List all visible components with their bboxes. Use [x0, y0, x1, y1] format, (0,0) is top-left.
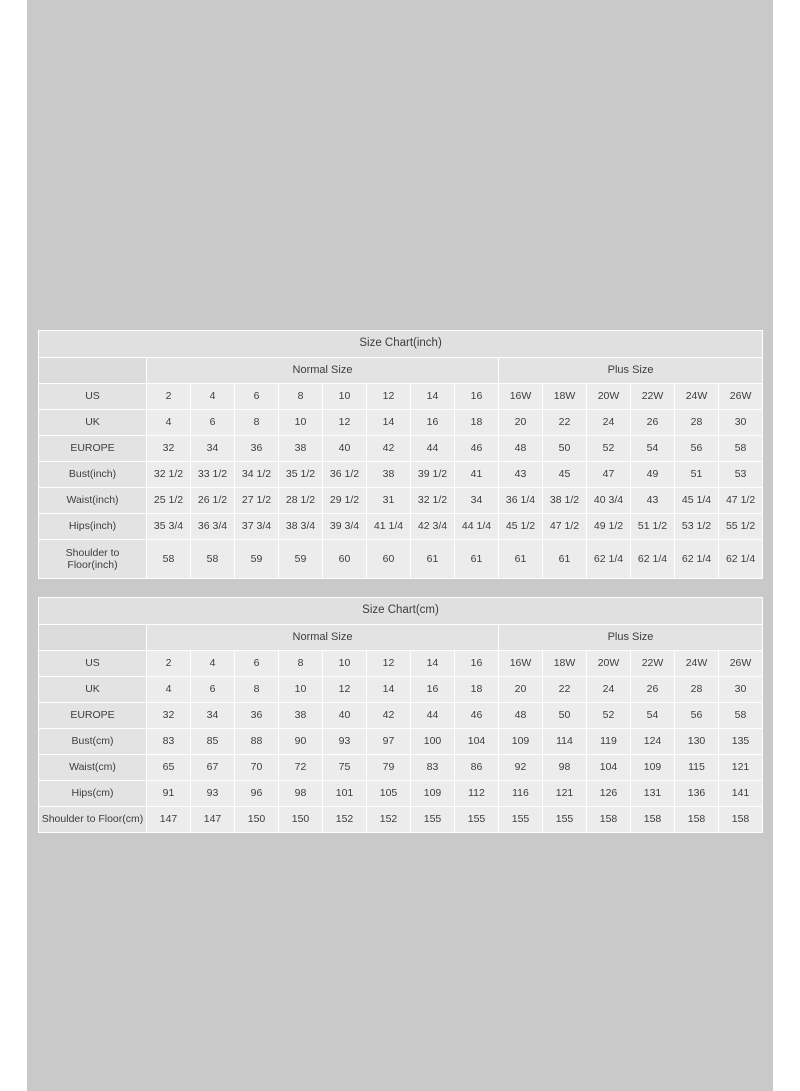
table-cell: 30	[719, 410, 763, 436]
table-cell: 28	[675, 410, 719, 436]
table-cell: 43	[499, 462, 543, 488]
table-cell: 58	[147, 540, 191, 579]
table-cell: 98	[543, 755, 587, 781]
table-cell: 51 1/2	[631, 514, 675, 540]
table-cell: 65	[147, 755, 191, 781]
table-cell: 34	[455, 488, 499, 514]
table-cell: 4	[191, 651, 235, 677]
table-cell: 86	[455, 755, 499, 781]
table-cell: 58	[719, 436, 763, 462]
table-cell: 158	[719, 807, 763, 833]
corner-cell	[39, 625, 147, 651]
table-cell: 116	[499, 781, 543, 807]
table-cell: 45 1/2	[499, 514, 543, 540]
table-cell: 22W	[631, 384, 675, 410]
table-row	[39, 703, 763, 729]
table-cell: 43	[631, 488, 675, 514]
table-cell: 40	[323, 436, 367, 462]
table-cell: 98	[279, 781, 323, 807]
table-cell: 38	[279, 436, 323, 462]
table-cell: 22	[543, 677, 587, 703]
chart-group-row	[39, 625, 763, 651]
table-cell: 42	[367, 703, 411, 729]
table-cell: 158	[631, 807, 675, 833]
table-cell: 155	[455, 807, 499, 833]
table-row	[39, 384, 763, 410]
table-row	[39, 729, 763, 755]
table-cell: 32	[147, 703, 191, 729]
table-cell: 44	[411, 436, 455, 462]
table-row	[39, 781, 763, 807]
table-cell: 35 1/2	[279, 462, 323, 488]
size-group-header: Plus Size	[499, 625, 763, 651]
table-cell: 53	[719, 462, 763, 488]
table-cell: 16W	[499, 651, 543, 677]
size-chart-table	[38, 597, 763, 833]
table-cell: 28	[675, 677, 719, 703]
table-cell: 44 1/4	[455, 514, 499, 540]
table-cell: 36	[235, 436, 279, 462]
row-header: EUROPE	[39, 703, 147, 729]
table-row	[39, 436, 763, 462]
table-cell: 45	[543, 462, 587, 488]
table-cell: 49 1/2	[587, 514, 631, 540]
table-cell: 26W	[719, 384, 763, 410]
table-cell: 58	[719, 703, 763, 729]
table-cell: 41 1/4	[367, 514, 411, 540]
table-cell: 36 3/4	[191, 514, 235, 540]
row-header: EUROPE	[39, 436, 147, 462]
size-chart-table	[38, 330, 763, 579]
table-cell: 42 3/4	[411, 514, 455, 540]
table-cell: 22W	[631, 651, 675, 677]
table-cell: 26 1/2	[191, 488, 235, 514]
table-cell: 121	[543, 781, 587, 807]
table-cell: 26	[631, 410, 675, 436]
table-cell: 52	[587, 703, 631, 729]
table-cell: 141	[719, 781, 763, 807]
table-cell: 150	[235, 807, 279, 833]
table-cell: 18W	[543, 651, 587, 677]
chart-title-row	[39, 331, 763, 358]
table-cell: 40	[323, 703, 367, 729]
table-cell: 61	[411, 540, 455, 579]
table-cell: 92	[499, 755, 543, 781]
table-cell: 101	[323, 781, 367, 807]
table-cell: 51	[675, 462, 719, 488]
table-cell: 31	[367, 488, 411, 514]
table-cell: 136	[675, 781, 719, 807]
table-cell: 16	[455, 651, 499, 677]
table-cell: 61	[455, 540, 499, 579]
table-cell: 41	[455, 462, 499, 488]
table-cell: 126	[587, 781, 631, 807]
row-header: Waist(inch)	[39, 488, 147, 514]
table-cell: 147	[147, 807, 191, 833]
table-cell: 16	[455, 384, 499, 410]
table-cell: 8	[279, 384, 323, 410]
corner-cell	[39, 358, 147, 384]
chart-group-row	[39, 358, 763, 384]
table-cell: 61	[543, 540, 587, 579]
table-cell: 6	[191, 677, 235, 703]
table-cell: 24W	[675, 651, 719, 677]
table-cell: 70	[235, 755, 279, 781]
chart-title-row	[39, 598, 763, 625]
table-cell: 20W	[587, 384, 631, 410]
table-cell: 46	[455, 436, 499, 462]
chart-title: Size Chart(inch)	[39, 331, 763, 358]
table-row	[39, 651, 763, 677]
table-cell: 12	[367, 384, 411, 410]
table-cell: 62 1/4	[719, 540, 763, 579]
table-cell: 40 3/4	[587, 488, 631, 514]
table-cell: 16W	[499, 384, 543, 410]
table-cell: 158	[587, 807, 631, 833]
table-cell: 109	[631, 755, 675, 781]
table-cell: 20	[499, 677, 543, 703]
table-cell: 2	[147, 651, 191, 677]
row-header: UK	[39, 677, 147, 703]
table-cell: 155	[411, 807, 455, 833]
table-cell: 121	[719, 755, 763, 781]
table-cell: 8	[235, 677, 279, 703]
row-header: UK	[39, 410, 147, 436]
table-cell: 14	[367, 677, 411, 703]
table-cell: 79	[367, 755, 411, 781]
table-cell: 72	[279, 755, 323, 781]
table-cell: 56	[675, 703, 719, 729]
table-cell: 155	[543, 807, 587, 833]
table-cell: 83	[411, 755, 455, 781]
table-cell: 12	[323, 410, 367, 436]
table-row	[39, 755, 763, 781]
row-header: Waist(cm)	[39, 755, 147, 781]
table-cell: 24W	[675, 384, 719, 410]
table-row	[39, 677, 763, 703]
chart-gap	[38, 579, 762, 597]
table-cell: 54	[631, 436, 675, 462]
table-cell: 29 1/2	[323, 488, 367, 514]
table-row	[39, 410, 763, 436]
table-cell: 59	[279, 540, 323, 579]
table-cell: 48	[499, 436, 543, 462]
table-cell: 36	[235, 703, 279, 729]
table-cell: 35 3/4	[147, 514, 191, 540]
row-header: Shoulder to Floor(inch)	[39, 540, 147, 579]
table-cell: 14	[411, 384, 455, 410]
table-cell: 37 3/4	[235, 514, 279, 540]
row-header: US	[39, 384, 147, 410]
table-cell: 10	[279, 677, 323, 703]
table-cell: 47	[587, 462, 631, 488]
table-cell: 93	[323, 729, 367, 755]
table-cell: 49	[631, 462, 675, 488]
table-cell: 26	[631, 677, 675, 703]
table-cell: 36 1/4	[499, 488, 543, 514]
table-cell: 10	[323, 384, 367, 410]
table-cell: 62 1/4	[587, 540, 631, 579]
table-cell: 60	[367, 540, 411, 579]
size-group-header: Plus Size	[499, 358, 763, 384]
table-cell: 33 1/2	[191, 462, 235, 488]
row-header: Bust(inch)	[39, 462, 147, 488]
table-cell: 44	[411, 703, 455, 729]
table-cell: 158	[675, 807, 719, 833]
table-row	[39, 540, 763, 579]
table-cell: 62 1/4	[631, 540, 675, 579]
table-cell: 97	[367, 729, 411, 755]
table-cell: 24	[587, 677, 631, 703]
table-cell: 39 1/2	[411, 462, 455, 488]
table-cell: 147	[191, 807, 235, 833]
table-cell: 6	[191, 410, 235, 436]
row-header: Bust(cm)	[39, 729, 147, 755]
table-cell: 131	[631, 781, 675, 807]
table-cell: 130	[675, 729, 719, 755]
table-cell: 53 1/2	[675, 514, 719, 540]
table-cell: 22	[543, 410, 587, 436]
row-header: Shoulder to Floor(cm)	[39, 807, 147, 833]
table-cell: 6	[235, 384, 279, 410]
table-cell: 54	[631, 703, 675, 729]
table-cell: 48	[499, 703, 543, 729]
table-cell: 4	[191, 384, 235, 410]
table-cell: 83	[147, 729, 191, 755]
table-cell: 50	[543, 436, 587, 462]
table-cell: 100	[411, 729, 455, 755]
row-header: Hips(inch)	[39, 514, 147, 540]
table-cell: 34	[191, 436, 235, 462]
table-cell: 8	[235, 410, 279, 436]
table-cell: 32	[147, 436, 191, 462]
table-row	[39, 807, 763, 833]
table-cell: 38 3/4	[279, 514, 323, 540]
table-cell: 47 1/2	[719, 488, 763, 514]
table-cell: 105	[367, 781, 411, 807]
table-cell: 135	[719, 729, 763, 755]
table-cell: 12	[323, 677, 367, 703]
size-group-header: Normal Size	[147, 625, 499, 651]
table-cell: 27 1/2	[235, 488, 279, 514]
table-cell: 150	[279, 807, 323, 833]
table-cell: 109	[499, 729, 543, 755]
table-cell: 20	[499, 410, 543, 436]
table-cell: 46	[455, 703, 499, 729]
size-charts-container	[38, 330, 762, 833]
table-cell: 16	[411, 410, 455, 436]
table-cell: 14	[367, 410, 411, 436]
table-cell: 152	[367, 807, 411, 833]
table-cell: 28 1/2	[279, 488, 323, 514]
table-cell: 155	[499, 807, 543, 833]
table-cell: 67	[191, 755, 235, 781]
table-cell: 10	[323, 651, 367, 677]
table-cell: 91	[147, 781, 191, 807]
table-cell: 38	[367, 462, 411, 488]
table-cell: 4	[147, 677, 191, 703]
table-cell: 124	[631, 729, 675, 755]
table-row	[39, 488, 763, 514]
size-group-header: Normal Size	[147, 358, 499, 384]
table-cell: 20W	[587, 651, 631, 677]
table-cell: 62 1/4	[675, 540, 719, 579]
table-cell: 24	[587, 410, 631, 436]
table-cell: 119	[587, 729, 631, 755]
table-cell: 36 1/2	[323, 462, 367, 488]
table-cell: 4	[147, 410, 191, 436]
table-cell: 18	[455, 677, 499, 703]
table-row	[39, 514, 763, 540]
table-cell: 25 1/2	[147, 488, 191, 514]
table-cell: 59	[235, 540, 279, 579]
table-cell: 6	[235, 651, 279, 677]
table-cell: 8	[279, 651, 323, 677]
table-cell: 88	[235, 729, 279, 755]
table-cell: 2	[147, 384, 191, 410]
table-cell: 56	[675, 436, 719, 462]
table-cell: 16	[411, 677, 455, 703]
table-cell: 26W	[719, 651, 763, 677]
table-cell: 45 1/4	[675, 488, 719, 514]
table-cell: 32 1/2	[411, 488, 455, 514]
table-cell: 104	[587, 755, 631, 781]
table-cell: 34	[191, 703, 235, 729]
table-cell: 42	[367, 436, 411, 462]
table-cell: 112	[455, 781, 499, 807]
row-header: Hips(cm)	[39, 781, 147, 807]
table-cell: 47 1/2	[543, 514, 587, 540]
table-cell: 90	[279, 729, 323, 755]
table-cell: 55 1/2	[719, 514, 763, 540]
table-cell: 32 1/2	[147, 462, 191, 488]
table-cell: 96	[235, 781, 279, 807]
table-cell: 18W	[543, 384, 587, 410]
table-cell: 115	[675, 755, 719, 781]
table-cell: 58	[191, 540, 235, 579]
table-cell: 60	[323, 540, 367, 579]
table-cell: 93	[191, 781, 235, 807]
table-cell: 14	[411, 651, 455, 677]
table-cell: 75	[323, 755, 367, 781]
table-cell: 52	[587, 436, 631, 462]
table-cell: 50	[543, 703, 587, 729]
table-cell: 10	[279, 410, 323, 436]
table-cell: 61	[499, 540, 543, 579]
table-cell: 30	[719, 677, 763, 703]
table-cell: 152	[323, 807, 367, 833]
chart-title: Size Chart(cm)	[39, 598, 763, 625]
table-cell: 38	[279, 703, 323, 729]
table-cell: 18	[455, 410, 499, 436]
row-header: US	[39, 651, 147, 677]
table-cell: 39 3/4	[323, 514, 367, 540]
table-cell: 38 1/2	[543, 488, 587, 514]
table-cell: 85	[191, 729, 235, 755]
table-cell: 104	[455, 729, 499, 755]
table-cell: 114	[543, 729, 587, 755]
table-cell: 109	[411, 781, 455, 807]
table-row	[39, 462, 763, 488]
table-cell: 34 1/2	[235, 462, 279, 488]
table-cell: 12	[367, 651, 411, 677]
